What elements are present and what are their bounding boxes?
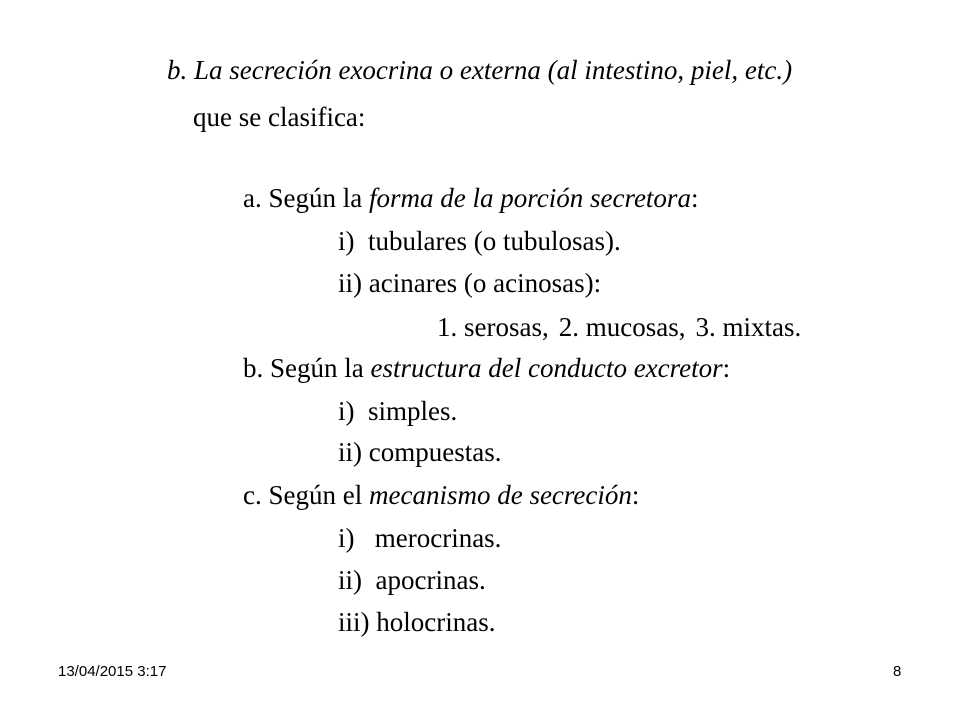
section-a-subitems	[437, 311, 801, 343]
footer-page-number: 8	[893, 663, 902, 680]
section-a-heading	[243, 182, 698, 214]
section-b-prefix: b. Según la	[243, 353, 371, 383]
section-a-item-1: i) tubulares (o tubulosas).	[338, 226, 621, 256]
section-a-prefix: a. Según la	[243, 183, 369, 213]
section-c-emphasis: mecanismo de secreción	[368, 480, 632, 510]
section-b-item-1: i) simples.	[338, 396, 458, 426]
section-c-item-1: i) merocrinas.	[338, 523, 502, 553]
section-c-heading	[243, 479, 639, 511]
section-c-suffix: :	[631, 480, 640, 510]
section-b-heading	[243, 352, 730, 384]
section-a-item-2: ii) acinares (o acinosas):	[338, 268, 602, 298]
section-c-item-2: ii) apocrinas.	[338, 565, 486, 595]
section-c-item-3: iii) holocrinas.	[338, 607, 496, 637]
subitem-serosas: 1. serosas,	[437, 312, 549, 342]
section-b-emphasis: estructura del conducto excretor	[370, 353, 723, 383]
subitem-mixtas: 3. mixtas.	[695, 312, 802, 342]
footer-datetime: 13/04/2015 3:17	[58, 663, 167, 680]
section-a-suffix: :	[690, 183, 699, 213]
section-c-prefix: c. Según el	[243, 480, 369, 510]
heading-line-2: que se clasifica:	[193, 102, 366, 132]
section-b-suffix: :	[722, 353, 731, 383]
section-a-emphasis: forma de la porción secretora	[368, 183, 691, 213]
subitem-mucosas: 2. mucosas,	[558, 312, 686, 342]
heading-line-1: b. La secreción exocrina o externa (al intestino, piel, etc.)	[167, 55, 793, 85]
section-b-item-2: ii) compuestas.	[338, 437, 502, 467]
